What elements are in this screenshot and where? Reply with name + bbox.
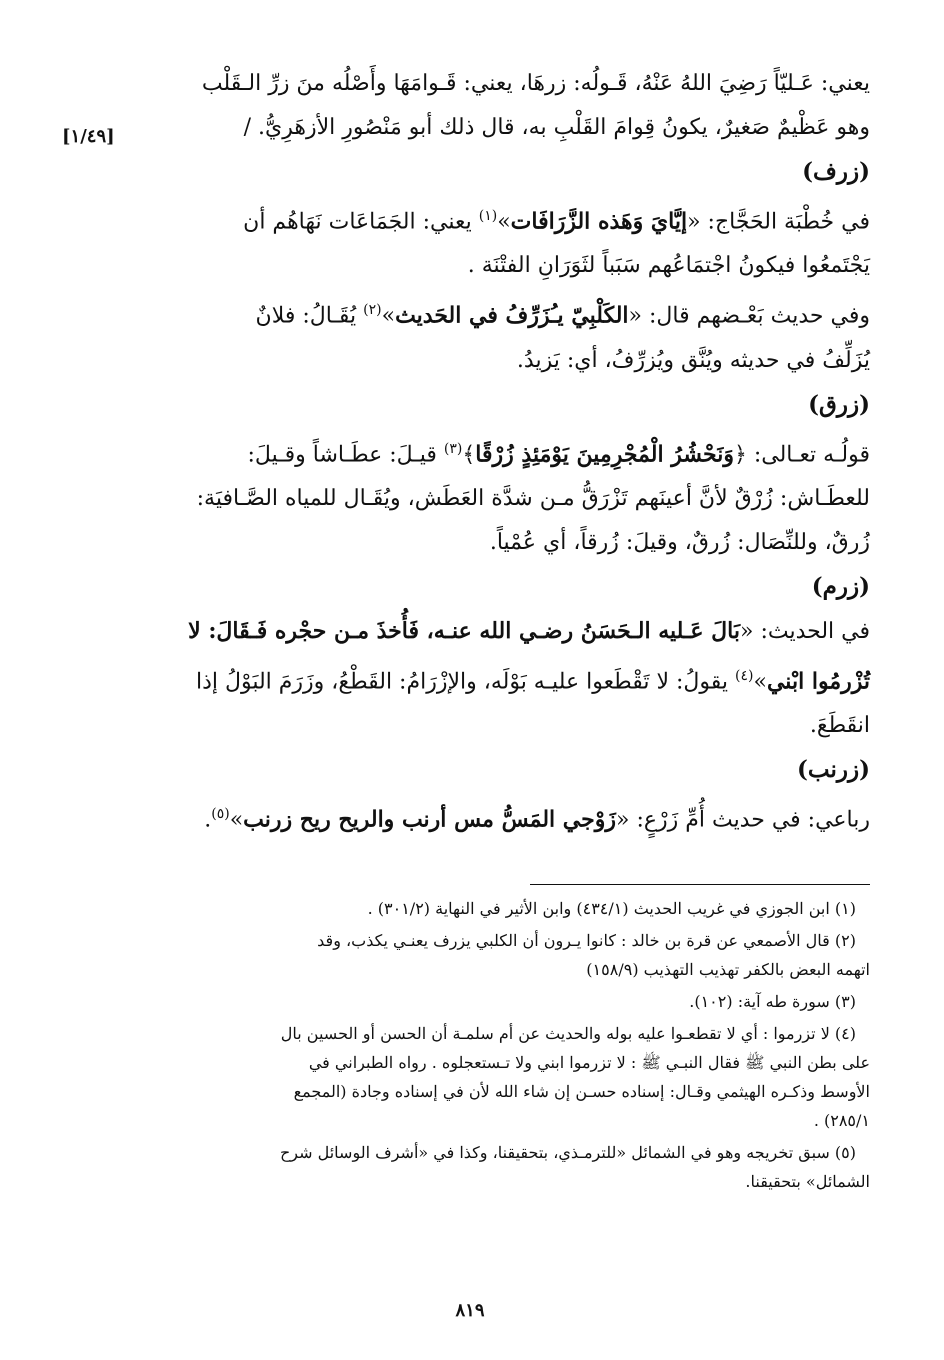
zrf-paragraph-2 (70, 288, 870, 382)
page (62, 62, 870, 1342)
zrm-hadith-quote-end: تُزْرمُوا ابْني (766, 668, 870, 695)
zrm-text-c: يقولُ: لا تَقْطَعوا عليـه بَوْلَه، والإزْرَامُ: القَطْعُ، وزَرَمَ البَوْلُ إذا (195, 669, 736, 695)
footnote-1 (70, 894, 870, 923)
footnote-2-line-1: (٢) قال الأصمعي عن قرة بن خالد : كانوا يـرون أن الكلبي يزرف يعنـي يكذب، وقد (317, 931, 856, 950)
entry-heading-zrf: (زرف) (802, 158, 870, 185)
footnote-5-line-1: (٥) سبق تخريجه وهو في الشمائل «للترمـذي، بتحقيقنا، وكذا في «أشرف الوسائل شرح (279, 1143, 856, 1162)
footnote-4-line-1: (٤) لا تزرموا : أي لا تقطعـوا عليه بوله والحديث عن أم سلمـة أن الحسن أو الحسين بال (280, 1024, 856, 1043)
zrm-text-a: في الحديث: « (739, 618, 870, 644)
footnote-1-line-1: (١) ابن الجوزي في غريب الحديث (٤٣٤/١) وابن الأثير في النهاية (٣٠١/٢) . (367, 899, 856, 918)
zrnb-text-c: . (204, 807, 212, 833)
zrf-p1-text-c: يعني: الجَمَاعَات نَهَاهُم أن (243, 209, 479, 235)
zrf-p1-text-b: » (497, 209, 511, 235)
zrq-line-2: للعطَـاش: زُرْقٌ لأنَّ أعينَهم تَزْرَقُّ مـن شدَّة العَطَش، ويُقَـال للمياه الصَّـافيَة: (196, 485, 870, 511)
zrnb-hadith-quote: زَوْجي المَسُّ مس أرنب والريح ريح زرنب (243, 806, 616, 833)
intro-paragraph (70, 62, 870, 150)
zrm-line-1 (70, 609, 870, 654)
footnote-ref-5: (٥) (211, 806, 230, 823)
zrm-line-3: انقَطَعَ. (809, 713, 870, 739)
intro-line-1: يعني: عَـليّاً رَضِيَ اللهُ عَنْهُ، قَـولُه: زرهَا، يعني: قَـوامَهَا وأَصْلُه منَ زرِّ الـقَلْب (201, 71, 870, 96)
zrq-line-1 (70, 427, 870, 477)
footnote-2-line-2: اتهمه البعض بالكفر تهذيب التهذيب (١٥٨/٩) (586, 960, 870, 979)
zrq-quran-verse: وَنَحْشُرُ الْمُجْرِمِينَ يَوْمَئِذٍ زُرْقًا (475, 440, 734, 467)
zrm-line-2 (70, 654, 870, 704)
footnote-4 (70, 1019, 870, 1135)
zrf-p1-line-2: يَجْتَمعُوا فيكونُ اجْتمَاعُهم سَبَباً لثَوَرَانِ الفتْنَة . (467, 253, 870, 279)
zrf-p2-text-a: وفي حديث بَعْـضهم قال: « (628, 303, 870, 329)
zrnb-text-b: » (229, 807, 244, 833)
zrm-text-b: » (753, 669, 767, 695)
footnote-4-line-4: ٢٨٥/١) . (813, 1111, 870, 1130)
zrf-p2-line-2: يُزَلِّفُ في حديثه ويُنَّق ويُزرِّفُ، أي: يَزيدُ. (516, 347, 870, 373)
zrq-line-3: زُرقٌ، وللنِّصَال: زُرقٌ، وقيلَ: زُرقاً، أي عُمْياً. (489, 529, 870, 555)
zrm-hadith-quote: بَالَ عَـليه الـحَسَنُ رضـي الله عنـه، فَأُخذَ مـن حجْره فَـقَالَ: لا (188, 617, 740, 644)
footnote-2 (70, 926, 870, 984)
zrf-paragraph-1 (70, 194, 870, 288)
footnote-ref-2: (٢) (363, 302, 382, 319)
page-number: ٨١٩ (455, 1300, 485, 1321)
footnote-4-line-3: الأوسط وذكـره الهيثمي وقـال: إسناده حسـن إن شاء الله لأن في إسناده وجادة (المجمع (293, 1082, 870, 1101)
zrf-p1-line-1 (70, 194, 870, 244)
margin-reference: [١/٤٩] (62, 126, 115, 147)
footnote-4-line-2: على بطن النبي ﷺ فقال النبـي ﷺ : لا تزرموا ابني ولا تـستعجلوه . رواه الطبراني في (308, 1053, 870, 1072)
footnote-ref-1: (١) (478, 208, 498, 224)
zrf-p2-line-1 (70, 288, 870, 338)
entry-heading-zrnb: (زرنب) (797, 756, 870, 784)
footnote-separator (530, 884, 870, 885)
zrf-p1-quote: إيَّايَ وَهَذه الزَّرَافَات (510, 208, 688, 235)
zrq-text-c: قيـلَ: عطَـاشاً وقـيلَ: (247, 441, 444, 467)
zrm-paragraph (70, 609, 870, 748)
footnote-3 (70, 987, 870, 1016)
entry-heading-zrm: (زرم) (811, 572, 870, 600)
zrnb-text-a: رباعي: في حديث أُمِّ زَرْعٍ: « (616, 807, 870, 833)
footnote-5-line-2: الشمائل» بتحقيقنا. (745, 1172, 870, 1191)
zrf-p2-quote: الكَلْبِيّ يـُزَرِّفُ في الحَديث (395, 302, 629, 329)
zrq-text-b: ﴾ (462, 441, 476, 467)
intro-line-2: وهو عَظْيمٌ صَغيرٌ، يكونُ قِوامَ القَلْبِ به، قال ذلك أبو مَنْصُورِ الأزهَرِيُّ. / (243, 115, 870, 140)
footnote-3-line-1: (٣) سورة طه آية: (١٠٢). (689, 992, 856, 1011)
zrf-p2-text-c: يُقَـالُ: فلانٌ (255, 303, 364, 329)
footnotes (70, 894, 870, 1199)
footnote-5 (70, 1138, 870, 1196)
footnote-ref-4: (٤) (735, 667, 754, 684)
zrnb-paragraph (70, 792, 870, 842)
main-body (70, 62, 870, 843)
zrq-text-a: قولُـه تعـالى: ﴿ (733, 441, 870, 467)
zrf-p2-text-b: » (381, 303, 396, 329)
zrq-paragraph (70, 427, 870, 565)
footnote-ref-3: (٣) (443, 440, 463, 457)
zrf-p1-text-a: في خُطْبَة الحَجَّاج: « (687, 209, 870, 235)
zrnb-line-1 (70, 792, 870, 842)
entry-heading-zrq: (زرق) (808, 390, 870, 418)
